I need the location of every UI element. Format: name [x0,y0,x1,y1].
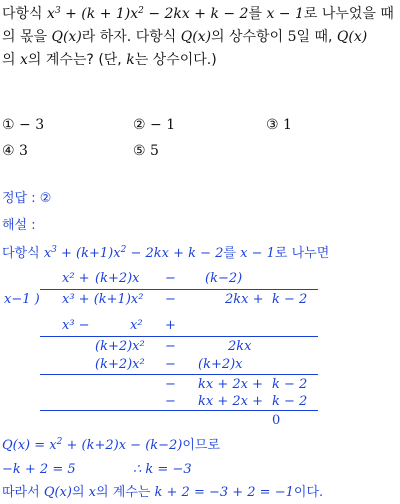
division-remainder: 0 [272,413,281,428]
division-quotient: x² + [62,271,90,286]
problem-text [2,3,398,72]
division-divisor: x−1 ) [4,292,40,307]
division-bar [40,289,318,290]
choice-3[interactable]: ③ 1 [266,117,292,133]
division-step-1: x³ − [62,318,90,333]
problem-line-3: 의 x의 계수는? (단, k는 상수이다.) [2,52,217,68]
division-step-4: − [165,377,176,392]
division-step-5: − [165,394,176,409]
polynomial-expression: $x^3 + (k + 1)x^2 - 2kx + k - 2$ [47,6,249,22]
choice-5[interactable]: ⑤ 5 [133,143,159,159]
problem-line-2: 의 몫을 Q(x)라 하자. 다항식 Q(x)의 상수항이 5일 때, Q(x) [2,29,368,45]
choice-1[interactable]: ① − 3 [2,117,45,133]
division-dividend: x³ + (k+1)x² [62,292,144,307]
division-step-2: (k+2)x² [95,339,145,354]
answer-line: 정답 : ② [2,191,52,206]
division-step-3: (k+2)x² [95,357,145,372]
solution-q: $Q(x) = x^2 + (k+2)x - (k-2)$이므로 [2,437,221,453]
solution-equation: −k + 2 = 5 [2,462,76,477]
explanation-label: 해설 : [2,218,36,233]
solution-final: 따라서 Q(x)의 x의 계수는 k + 2 = −3 + 2 = −1이다. [2,485,324,500]
problem-line-1: 다항식 $x^3 + (k + 1)x^2 - 2kx + k - 2$를 x − 1로 나누었을 때 [2,6,394,22]
solution-intro: 다항식 $x^3 + (k+1)x^2 - 2kx + k - 2$를 x − 1로 나누면 [2,245,330,261]
choice-4[interactable]: ④ 3 [2,143,28,159]
choice-2[interactable]: ② − 1 [133,117,176,133]
solution-therefore: ∴ k = −3 [133,462,192,477]
